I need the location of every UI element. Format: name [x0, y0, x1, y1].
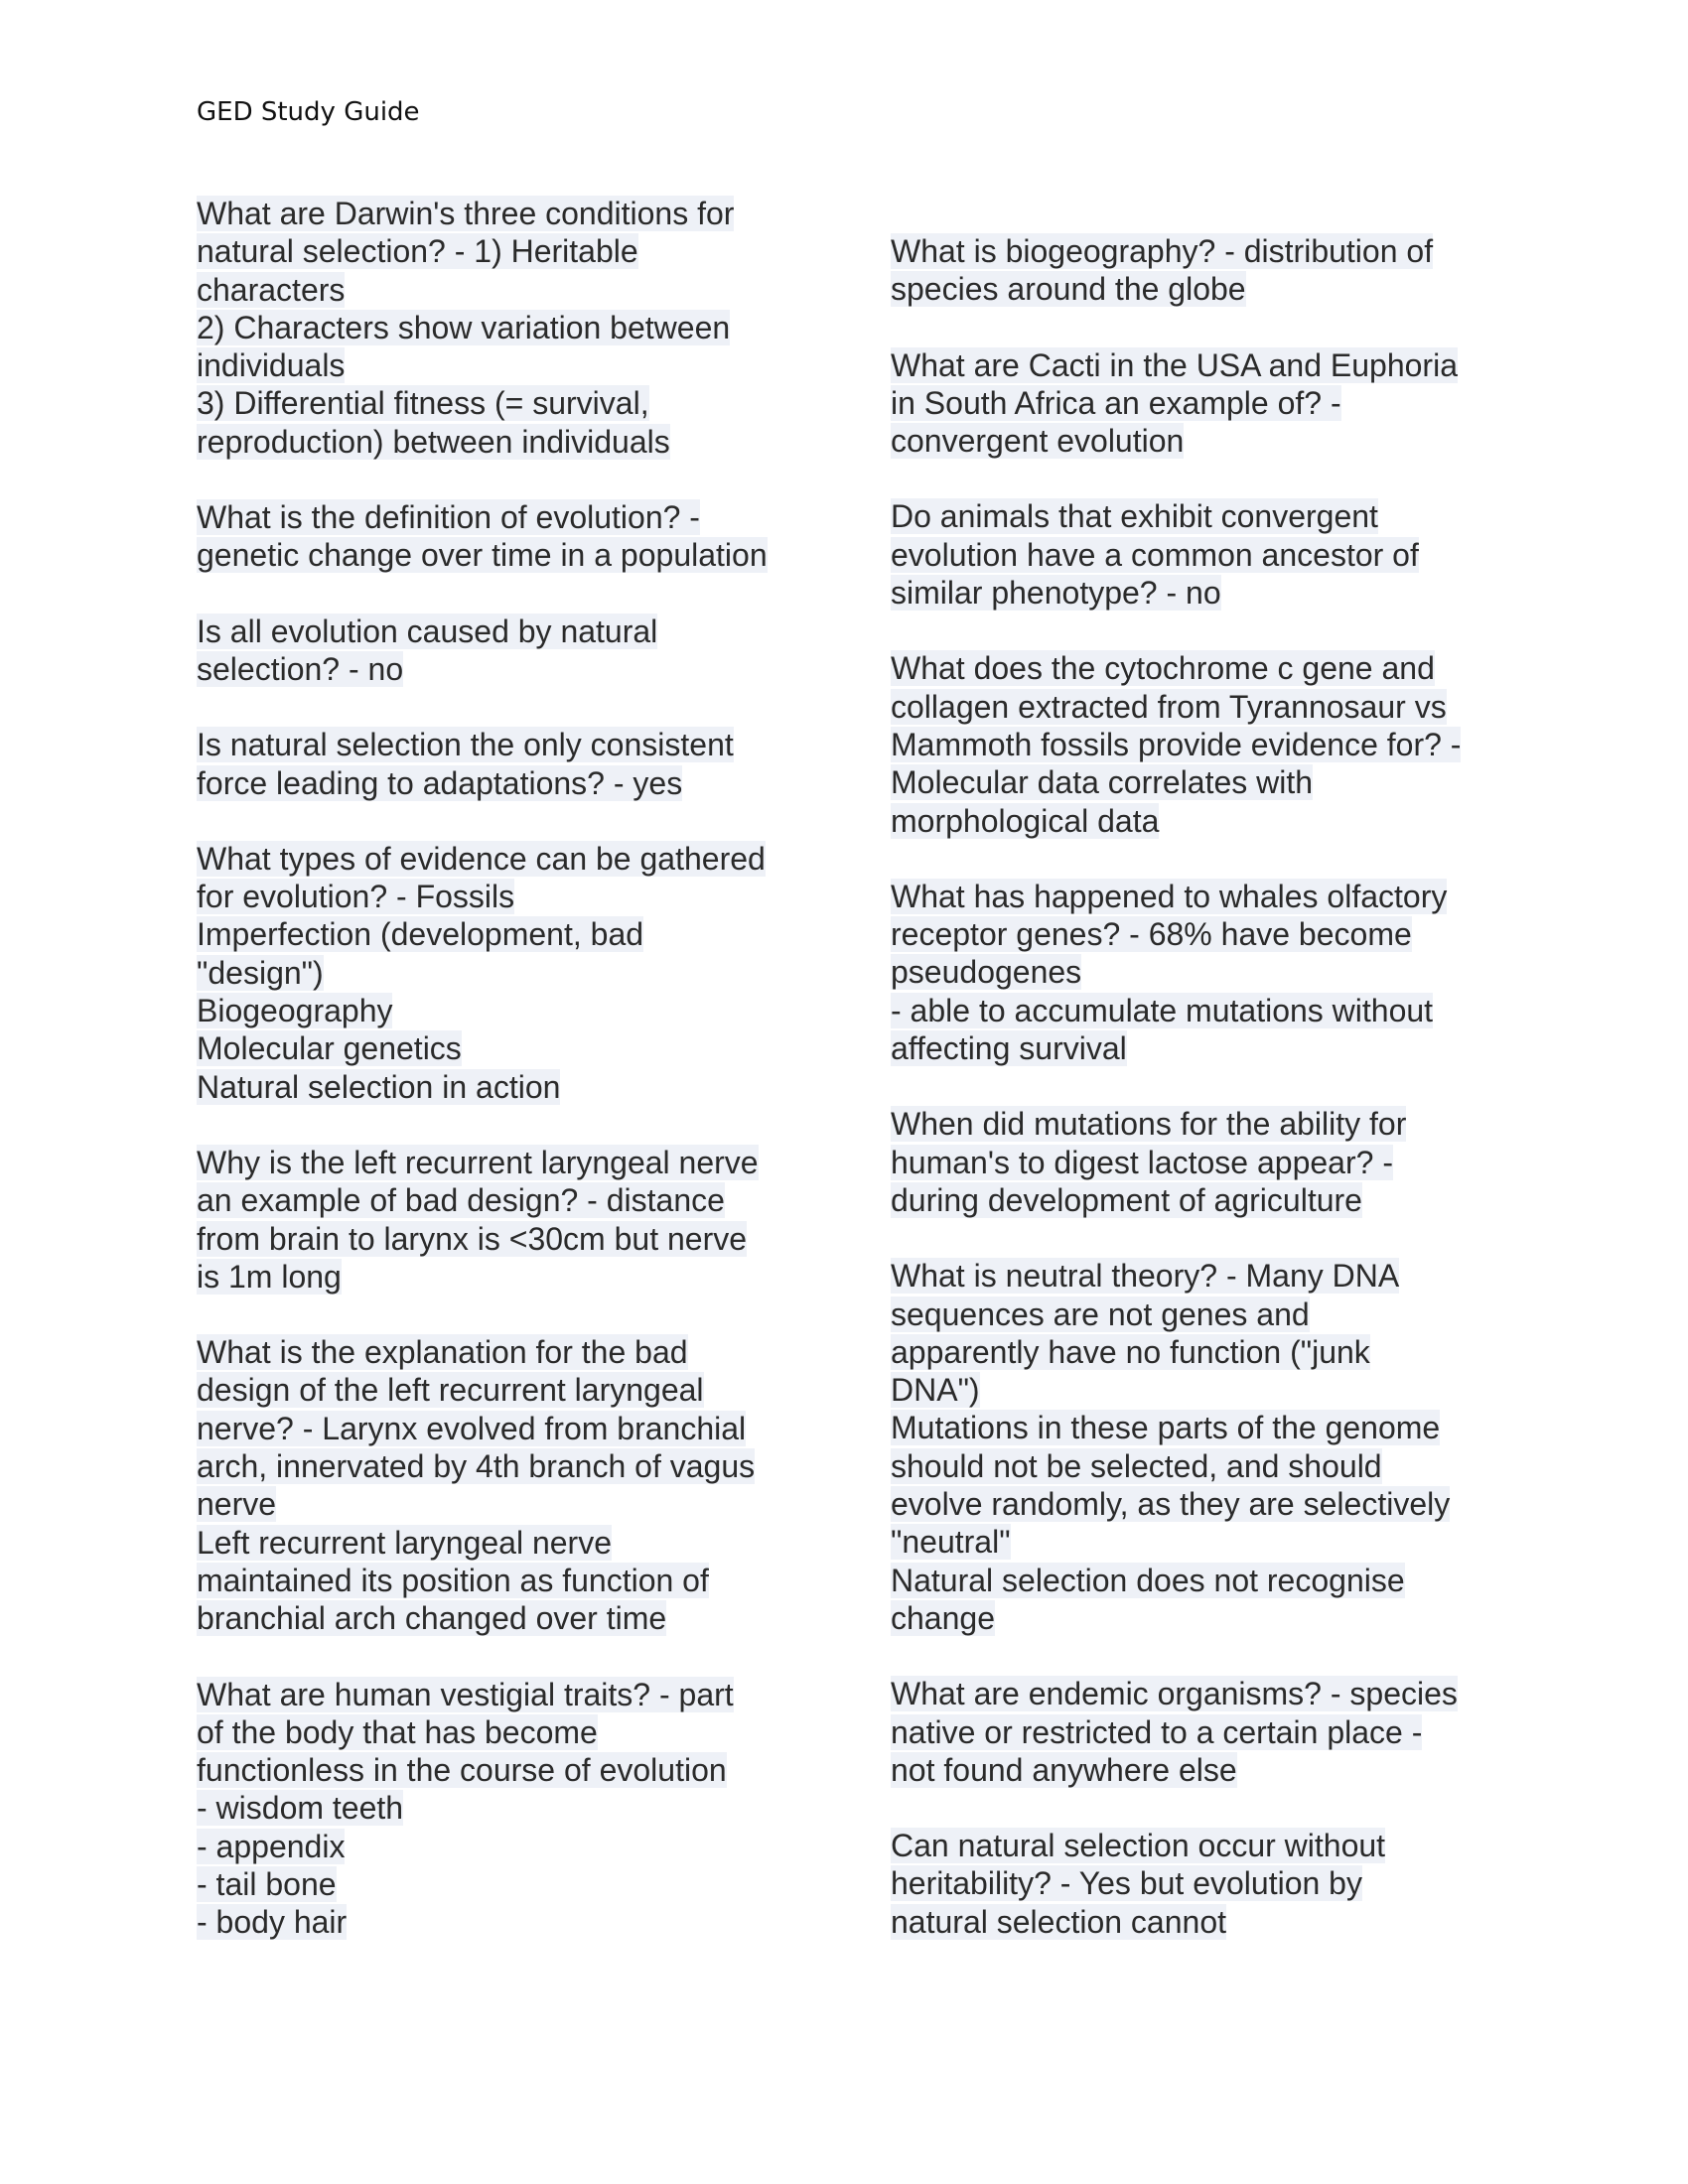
- flashcard-line: [197, 1410, 802, 1447]
- flashcard-line: [891, 346, 1496, 384]
- flashcard-text: nerve? - Larynx evolved from branchial: [197, 1410, 747, 1446]
- flashcard-line: [197, 271, 802, 309]
- flashcard-text: "design"): [197, 954, 324, 991]
- right-column: [891, 232, 1496, 1979]
- flashcard-line: [197, 992, 802, 1029]
- flashcard-text: from brain to larynx is <30cm but nerve: [197, 1220, 748, 1257]
- flashcard-line: [891, 1562, 1496, 1599]
- flashcard-text: Is natural selection the only consistent: [197, 727, 734, 763]
- flashcard-line: [891, 1675, 1496, 1712]
- flashcard-left-8: [197, 1676, 802, 1942]
- flashcard-text: force leading to adaptations? - yes: [197, 764, 683, 801]
- flashcard-text: What has happened to whales olfactory: [891, 878, 1448, 914]
- flashcard-line: [197, 232, 802, 270]
- flashcard-text: should not be selected, and should: [891, 1447, 1382, 1484]
- flashcard-line: [891, 992, 1496, 1029]
- flashcard-line: [891, 763, 1496, 801]
- flashcard-line: [197, 195, 802, 232]
- flashcard-line: [197, 1599, 802, 1637]
- flashcard-text: - body hair: [197, 1904, 348, 1941]
- flashcard-text: species around the globe: [891, 271, 1246, 308]
- flashcard-line: [197, 1068, 802, 1106]
- flashcard-text: Biogeography: [197, 993, 393, 1029]
- flashcard-text: receptor genes? - 68% have become: [891, 916, 1412, 953]
- flashcard-text: change: [891, 1599, 995, 1636]
- flashcard-text: Molecular data correlates with: [891, 764, 1314, 801]
- flashcard-line: [891, 1029, 1496, 1067]
- flashcard-line: [891, 1485, 1496, 1523]
- flashcard-text: Mutations in these parts of the genome: [891, 1410, 1441, 1446]
- flashcard-text: - tail bone: [197, 1865, 337, 1902]
- flashcard-line: [891, 1447, 1496, 1485]
- left-column: [197, 195, 802, 1979]
- flashcard-line: [197, 346, 802, 384]
- flashcard-line: [197, 1676, 802, 1713]
- flashcard-line: [197, 613, 802, 650]
- flashcard-right-7: [891, 1257, 1496, 1637]
- flashcard-text: Natural selection in action: [197, 1068, 561, 1105]
- flashcard-text: What types of evidence can be gathered: [197, 840, 766, 877]
- flashcard-line: [197, 1181, 802, 1219]
- flashcard-text: - wisdom teeth: [197, 1790, 404, 1827]
- flashcard-line: [197, 309, 802, 346]
- flashcard-line: [891, 1409, 1496, 1446]
- flashcard-text: individuals: [197, 347, 346, 384]
- flashcard-text: during development of agriculture: [891, 1181, 1362, 1218]
- flashcard-line: [891, 1713, 1496, 1751]
- flashcard-text: Is all evolution caused by natural: [197, 613, 658, 649]
- flashcard-line: [197, 1333, 802, 1371]
- flashcard-line: [197, 1751, 802, 1789]
- flashcard-right-5: [891, 878, 1496, 1067]
- flashcard-text: DNA"): [891, 1372, 980, 1409]
- flashcard-line: [891, 649, 1496, 687]
- flashcard-line: [197, 954, 802, 992]
- flashcard-text: What are human vestigial traits? - part: [197, 1676, 734, 1712]
- flashcard-text: What are Cacti in the USA and Euphoria: [891, 346, 1458, 383]
- flashcard-text: Imperfection (development, bad: [197, 916, 644, 953]
- flashcard-text: evolve randomly, as they are selectively: [891, 1486, 1451, 1523]
- flashcard-text: "neutral": [891, 1524, 1011, 1561]
- flashcard-line: [197, 1789, 802, 1827]
- flashcard-line: [197, 1029, 802, 1067]
- flashcard-line: [197, 1220, 802, 1258]
- flashcard-text: Do animals that exhibit convergent: [891, 498, 1378, 535]
- flashcard-text: What are Darwin's three conditions for: [197, 196, 735, 231]
- flashcard-right-9: [891, 1827, 1496, 1941]
- flashcard-left-4: [197, 726, 802, 802]
- flashcard-line: [197, 915, 802, 953]
- flashcard-line: [197, 1562, 802, 1599]
- flashcard-text: branchial arch changed over time: [197, 1600, 667, 1637]
- flashcard-line: [891, 422, 1496, 460]
- flashcard-line: [891, 878, 1496, 915]
- flashcard-text: natural selection cannot: [891, 1903, 1226, 1940]
- flashcard-line: [197, 1903, 802, 1941]
- flashcard-text: heritability? - Yes but evolution by: [891, 1865, 1362, 1902]
- flashcard-text: - appendix: [197, 1828, 346, 1864]
- flashcard-line: [891, 536, 1496, 574]
- flashcard-text: apparently have no function ("junk: [891, 1333, 1370, 1370]
- flashcard-text: Can natural selection occur without: [891, 1828, 1386, 1864]
- flashcard-line: [891, 1751, 1496, 1789]
- flashcard-text: maintained its position as function of: [197, 1562, 709, 1598]
- flashcard-left-7: [197, 1333, 802, 1637]
- flashcard-line: [197, 1524, 802, 1562]
- flashcard-text: genetic change over time in a population: [197, 537, 768, 574]
- flashcard-line: [891, 1257, 1496, 1295]
- flashcard-text: Why is the left recurrent laryngeal nerve: [197, 1144, 759, 1180]
- flashcard-text: morphological data: [891, 802, 1160, 839]
- flashcard-line: [197, 1371, 802, 1409]
- flashcard-text: What does the cytochrome c gene and: [891, 650, 1435, 687]
- flashcard-line: [197, 498, 802, 536]
- flashcard-text: native or restricted to a certain place -: [891, 1713, 1423, 1750]
- flashcard-text: collagen extracted from Tyrannosaur vs: [891, 688, 1447, 725]
- flashcard-text: 2) Characters show variation between: [197, 309, 731, 345]
- flashcard-line: [197, 1485, 802, 1523]
- flashcard-line: [197, 1865, 802, 1903]
- flashcard-text: 3) Differential fitness (= survival,: [197, 385, 649, 422]
- flashcard-line: [197, 840, 802, 878]
- flashcard-line: [891, 1827, 1496, 1864]
- flashcard-left-3: [197, 613, 802, 689]
- flashcard-line: [891, 1144, 1496, 1181]
- flashcard-right-4: [891, 649, 1496, 839]
- flashcard-line: [891, 232, 1496, 270]
- flashcard-text: nerve: [197, 1486, 277, 1523]
- flashcard-text: pseudogenes: [891, 954, 1082, 991]
- flashcard-line: [891, 270, 1496, 308]
- flashcard-line: [197, 1713, 802, 1751]
- flashcard-line: [197, 1447, 802, 1485]
- flashcard-left-5: [197, 840, 802, 1106]
- flashcard-text: in South Africa an example of? -: [891, 384, 1341, 421]
- page-header-title: GED Study Guide: [197, 97, 420, 127]
- flashcard-text: What is the explanation for the bad: [197, 1334, 688, 1371]
- flashcard-right-6: [891, 1105, 1496, 1219]
- flashcard-line: [891, 1523, 1496, 1561]
- flashcard-line: [891, 688, 1496, 726]
- flashcard-line: [197, 536, 802, 574]
- flashcard-text: human's to digest lactose appear? -: [891, 1144, 1393, 1180]
- flashcard-text: evolution have a common ancestor of: [891, 536, 1419, 573]
- flashcard-line: [891, 497, 1496, 535]
- flashcard-line: [197, 878, 802, 915]
- flashcard-text: functionless in the course of evolution: [197, 1752, 727, 1789]
- flashcard-text: an example of bad design? - distance: [197, 1182, 725, 1219]
- flashcard-line: [891, 1371, 1496, 1409]
- flashcard-text: Natural selection does not recognise: [891, 1562, 1405, 1598]
- flashcard-text: is 1m long: [197, 1258, 342, 1295]
- flashcard-line: [891, 384, 1496, 422]
- flashcard-text: design of the left recurrent laryngeal: [197, 1372, 704, 1409]
- flashcard-line: [891, 953, 1496, 991]
- flashcard-text: similar phenotype? - no: [891, 575, 1221, 612]
- flashcard-text: Molecular genetics: [197, 1030, 462, 1067]
- flashcard-line: [197, 726, 802, 763]
- flashcard-line: [197, 1828, 802, 1865]
- flashcard-right-1: [891, 232, 1496, 309]
- flashcard-text: characters: [197, 271, 346, 308]
- flashcard-line: [891, 1864, 1496, 1902]
- flashcard-text: Left recurrent laryngeal nerve: [197, 1524, 612, 1561]
- flashcard-text: of the body that has become: [197, 1713, 598, 1750]
- flashcard-text: selection? - no: [197, 650, 404, 687]
- flashcard-left-6: [197, 1144, 802, 1296]
- flashcard-line: [891, 1599, 1496, 1637]
- flashcard-line: [197, 384, 802, 422]
- flashcard-text: for evolution? - Fossils: [197, 879, 515, 915]
- flashcard-text: arch, innervated by 4th branch of vagus: [197, 1448, 756, 1485]
- flashcard-line: [891, 802, 1496, 840]
- flashcard-left-1: [197, 195, 802, 461]
- flashcard-text: When did mutations for the ability for: [891, 1106, 1407, 1143]
- flashcard-right-3: [891, 497, 1496, 612]
- flashcard-line: [891, 1296, 1496, 1333]
- flashcard-line: [197, 1258, 802, 1296]
- flashcard-line: [891, 1903, 1496, 1941]
- flashcard-line: [197, 1144, 802, 1181]
- flashcard-right-2: [891, 346, 1496, 461]
- flashcard-left-2: [197, 498, 802, 575]
- flashcard-text: convergent evolution: [891, 423, 1185, 460]
- flashcard-line: [891, 1181, 1496, 1219]
- flashcard-line: [891, 726, 1496, 763]
- flashcard-text: Mammoth fossils provide evidence for? -: [891, 726, 1462, 762]
- flashcard-text: sequences are not genes and: [891, 1296, 1310, 1332]
- flashcard-line: [197, 423, 802, 461]
- flashcard-text: reproduction) between individuals: [197, 423, 670, 460]
- flashcard-line: [197, 764, 802, 802]
- flashcard-text: What is biogeography? - distribution of: [891, 233, 1434, 269]
- flashcard-text: - able to accumulate mutations without: [891, 992, 1434, 1028]
- flashcard-line: [197, 650, 802, 688]
- flashcard-text: natural selection? - 1) Heritable: [197, 233, 638, 270]
- flashcard-text: What are endemic organisms? - species: [891, 1676, 1458, 1712]
- flashcard-text: affecting survival: [891, 1030, 1127, 1067]
- flashcard-line: [891, 915, 1496, 953]
- flashcard-line: [891, 1105, 1496, 1143]
- flashcard-text: What is the definition of evolution? -: [197, 499, 700, 536]
- flashcard-right-8: [891, 1675, 1496, 1789]
- flashcard-text: What is neutral theory? - Many DNA: [891, 1258, 1400, 1295]
- flashcard-text: not found anywhere else: [891, 1751, 1237, 1788]
- flashcard-line: [891, 574, 1496, 612]
- flashcard-line: [891, 1333, 1496, 1371]
